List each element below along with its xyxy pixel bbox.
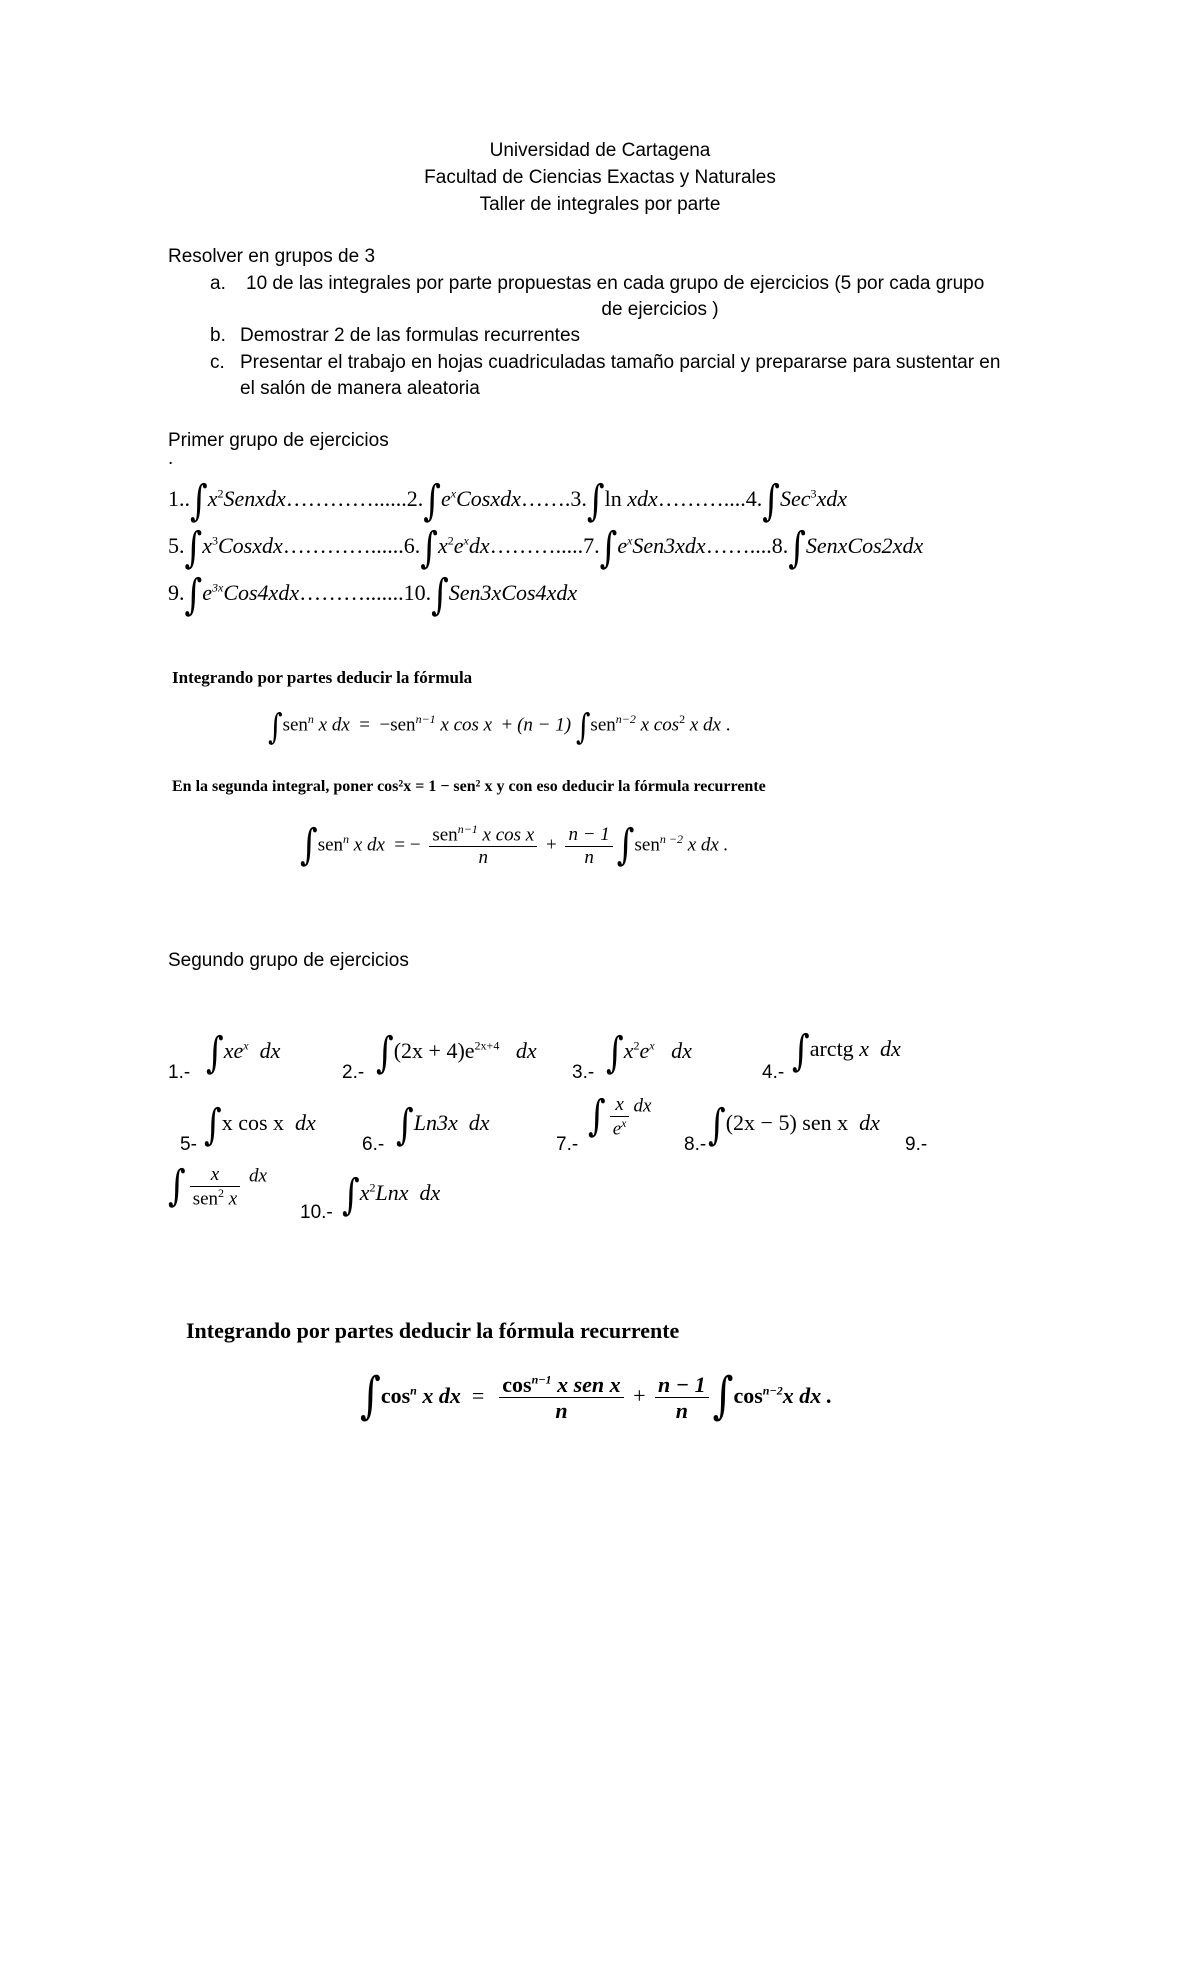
f2-num: cos	[502, 1372, 532, 1397]
g2-ex4-x: x	[859, 1036, 869, 1061]
f2-num2: n − 1	[655, 1372, 709, 1398]
g2-ex9-label: 9.-	[905, 1134, 928, 1155]
g2-ex9-num: x	[190, 1164, 241, 1187]
integral-sign-icon: ∫	[206, 1028, 224, 1078]
f1-plus: +	[501, 714, 513, 736]
rec-num-rest: x cos x	[477, 824, 535, 846]
rec-lhs-exp: n	[343, 832, 350, 847]
g2-ex2-label: 2.-	[342, 1062, 365, 1083]
g2-ex10-expr	[342, 1170, 441, 1220]
ex3-dots: ………....	[657, 486, 746, 511]
item-c-text: Presentar el trabajo en hojas cuadriculadas tamaño parcial y prepararse para sustentar en	[240, 352, 1001, 373]
integral-sign-icon: ∫	[204, 1100, 222, 1150]
ex1-expr: x	[207, 486, 218, 511]
g2-ex5-label: 5-	[180, 1134, 197, 1155]
rec-fraction-1	[429, 823, 537, 869]
ex2-exp: x	[450, 486, 457, 501]
formula2-heading: Integrando por partes deducir la fórmula recurrente	[186, 1318, 680, 1343]
item-a-text-cont: de ejercicios )	[601, 299, 719, 320]
f1-rhs1-exp: n−1	[415, 712, 436, 726]
instructions-intro: Resolver en grupos de 3	[168, 246, 376, 267]
g2-ex3-dx: dx	[671, 1038, 692, 1063]
f1-rhs1-rest: x cos x	[435, 714, 493, 736]
item-c-marker: c.	[210, 352, 225, 373]
g2-ex10-exp: 2	[369, 1180, 376, 1195]
g2-ex7-num: x	[610, 1094, 630, 1117]
integral-sign-icon: ∫	[586, 476, 605, 526]
rec-num-exp: n−1	[457, 822, 478, 836]
ex5-expr: x	[202, 533, 212, 558]
g2-ex7-den-exp: x	[621, 1115, 627, 1130]
g2-ex4-dx: dx	[879, 1036, 901, 1061]
ex4-number: 4.	[745, 486, 763, 511]
f2-fraction-2	[655, 1372, 709, 1424]
g2-ex10-dx: dx	[419, 1180, 441, 1205]
g2-ex2-body: (2x + 4)e	[393, 1038, 475, 1063]
ex9-expr-rest: Cos4xdx	[223, 580, 300, 605]
g2-ex7-den: e	[612, 1118, 622, 1140]
ex4-expr-rest: xdx	[816, 486, 848, 511]
g2-ex3-label: 3.-	[572, 1062, 595, 1083]
g2-ex9-fraction	[190, 1164, 241, 1210]
g2-ex3-expr	[606, 1028, 692, 1078]
ex7-expr: e	[617, 533, 628, 558]
ex6-expr-b: e	[453, 533, 464, 558]
f2-int: cos	[733, 1382, 763, 1408]
g2-ex3-exp: 2	[633, 1038, 640, 1053]
item-c-text-cont: el salón de manera aleatoria	[240, 378, 480, 399]
formula1-mid-text: En la segunda integral, poner cos²x = 1 − sen² x y con eso deducir la fórmula recurrente	[172, 778, 766, 795]
g2-ex9-den-x: x	[224, 1188, 238, 1210]
g2-ex7-dx: dx	[633, 1095, 652, 1117]
g2-ex9-den: sen	[192, 1188, 219, 1210]
f2-int-rest: x dx .	[782, 1382, 833, 1408]
g2-ex7-expr	[588, 1091, 652, 1142]
g2-ex5-body: x cos x	[221, 1110, 285, 1135]
f1-rhs3-rest: x cos	[635, 714, 680, 736]
g2-ex5-expr	[204, 1100, 316, 1150]
ex4-exp: 3	[810, 486, 817, 501]
f1-dot: .	[725, 714, 731, 736]
integral-sign-icon: ∫	[184, 570, 203, 620]
ex1-exp: 2	[217, 486, 224, 501]
f1-lhs-exp: n	[307, 712, 314, 726]
ex2-dots: …….	[520, 486, 571, 511]
integral-sign-icon: ∫	[342, 1170, 360, 1220]
integral-sign-icon: ∫	[599, 523, 618, 573]
g2-ex1-dx: dx	[259, 1038, 281, 1063]
ex3-expr-rest: xdx	[627, 486, 658, 511]
rec-num2: n − 1	[565, 824, 612, 847]
g2-ex6-body: Ln3x	[413, 1110, 458, 1135]
f1-rhs3-rest2: x dx	[685, 714, 721, 736]
integral-sign-icon: ∫	[268, 706, 283, 748]
item-a-marker: a.	[210, 273, 226, 294]
ex1-dots: …………......	[285, 486, 407, 511]
ex6-exp2: x	[463, 533, 469, 548]
formula1-heading: Integrando por partes deducir la fórmula	[172, 668, 473, 687]
g2-ex6-label: 6.-	[362, 1134, 385, 1155]
university-name: Universidad de Cartagena	[489, 140, 711, 161]
f1-rhs3: sen	[590, 714, 616, 736]
rec-int: sen	[634, 834, 660, 856]
formula1-recurrence	[300, 820, 729, 871]
integral-sign-icon: ∫	[396, 1100, 414, 1150]
g2-ex10-body2: Lnx	[375, 1180, 409, 1205]
g2-ex8-body: (2x − 5) sen x	[725, 1110, 849, 1135]
group1-dot: .	[168, 448, 174, 469]
ex9-expr: e	[202, 580, 212, 605]
g2-ex4-expr	[792, 1026, 901, 1076]
ex6-expr-c: dx	[468, 533, 490, 558]
g2-ex3-body2: e	[639, 1038, 650, 1063]
rec-lhs: sen	[317, 834, 344, 856]
ex7-exp: x	[627, 533, 633, 548]
integral-sign-icon: ∫	[360, 1367, 381, 1425]
rec-eq: =	[394, 834, 406, 856]
g2-ex6-expr	[396, 1100, 490, 1150]
g2-ex4-label: 4.-	[762, 1062, 785, 1083]
g2-ex7-label: 7.-	[556, 1134, 579, 1155]
g2-ex1-label: 1.-	[168, 1062, 191, 1083]
ex2-expr: e	[441, 486, 451, 511]
g2-ex8-expr	[708, 1100, 880, 1150]
f1-eq: =	[359, 714, 371, 736]
ex5-dots: …………......	[282, 533, 404, 558]
f2-eq: =	[471, 1382, 485, 1408]
integral-sign-icon: ∫	[168, 1161, 186, 1212]
f2-lhs-exp: n	[410, 1383, 417, 1398]
ex9-number: 9.	[168, 580, 185, 605]
integral-sign-icon: ∫	[712, 1367, 734, 1425]
group1-row3	[168, 570, 578, 620]
f2-int-exp: n−2	[762, 1383, 783, 1398]
g2-ex4-body: arctg	[809, 1036, 860, 1061]
g2-ex1-expr	[206, 1028, 281, 1078]
integral-sign-icon: ∫	[431, 570, 449, 620]
ex8-expr: SenxCos2xdx	[805, 533, 924, 558]
integral-sign-icon: ∫	[762, 476, 780, 526]
ex9-exp: 3x	[211, 580, 224, 595]
faculty-name: Facultad de Ciencias Exactas y Naturales	[424, 167, 776, 188]
ex8-number: 8.	[771, 533, 789, 558]
f2-den: n	[555, 1398, 568, 1424]
ex1-number: 1..	[168, 486, 190, 511]
integral-sign-icon: ∫	[300, 820, 318, 871]
item-b-text: Demostrar 2 de las formulas recurrentes	[240, 325, 581, 346]
ex5-exp: 3	[211, 533, 218, 548]
f2-num-rest: x sen x	[551, 1372, 621, 1397]
g2-ex9-dx: dx	[248, 1165, 267, 1187]
g2-ex10-body: x	[359, 1180, 370, 1205]
g2-ex6-dx: dx	[468, 1110, 490, 1135]
g2-ex1-body: xe	[223, 1038, 244, 1063]
g2-ex9-expr	[168, 1161, 267, 1212]
ex3-expr: ln	[604, 486, 628, 511]
formula1-expression	[268, 706, 731, 748]
integral-sign-icon: ∫	[792, 1026, 810, 1076]
ex10-number: 10.	[403, 580, 432, 605]
integral-sign-icon: ∫	[420, 523, 438, 573]
f2-plus: +	[633, 1382, 646, 1408]
rec-den: n	[478, 847, 489, 869]
g2-ex2-exp: 2x+4	[474, 1038, 500, 1053]
g2-ex2-dx: dx	[515, 1038, 537, 1063]
integral-sign-icon: ∫	[788, 523, 806, 573]
integral-sign-icon: ∫	[616, 820, 635, 871]
f1-rhs3-exp: n−2	[615, 712, 636, 726]
f1-lhs-rest: x dx	[313, 714, 350, 736]
ex9-dots: ……….......	[299, 580, 404, 605]
g2-ex2-expr	[376, 1028, 537, 1078]
ex1-expr-rest: Senxdx	[223, 486, 286, 511]
group1-title: Primer grupo de ejercicios	[168, 430, 389, 451]
g2-ex3-body: x	[623, 1038, 634, 1063]
f1-rhs1: −sen	[379, 714, 416, 736]
ex4-expr: Sec	[779, 486, 811, 511]
rec-plus: +	[546, 834, 557, 856]
g2-ex10-label: 10.-	[300, 1202, 333, 1223]
rec-fraction-2	[565, 824, 612, 869]
g2-ex3-exp2: x	[649, 1038, 655, 1053]
integral-sign-icon: ∫	[423, 476, 441, 526]
integral-sign-icon: ∫	[184, 523, 203, 573]
ex10-expr: Sen3xCos4xdx	[448, 580, 578, 605]
f2-num-exp: n−1	[531, 1372, 552, 1387]
ex5-number: 5.	[168, 533, 185, 558]
ex6-number: 6.	[403, 533, 421, 558]
rec-int-rest: x dx .	[682, 834, 729, 856]
group1-row2	[168, 523, 924, 573]
f1-rhs3-exp2: 2	[679, 712, 686, 726]
ex7-dots: ……....	[705, 533, 772, 558]
g2-ex9-den-exp: 2	[218, 1185, 225, 1200]
integral-sign-icon: ∫	[588, 1091, 606, 1142]
ex2-expr-rest: Cosxdx	[456, 486, 521, 511]
ex3-number: 3.	[570, 486, 587, 511]
workshop-title: Taller de integrales por parte	[479, 194, 721, 215]
integral-sign-icon: ∫	[606, 1028, 624, 1078]
group1-row1	[168, 476, 848, 526]
rec-den2: n	[584, 846, 594, 868]
ex2-number: 2.	[406, 486, 424, 511]
integral-sign-icon: ∫	[575, 706, 591, 748]
item-a-text: 10 de las integrales por parte propuestas en cada grupo de ejercicios (5 por cada grupo	[246, 273, 985, 294]
formula2-expression	[360, 1367, 833, 1425]
integral-sign-icon: ∫	[376, 1028, 394, 1078]
ex5-expr-rest: Cosxdx	[217, 533, 283, 558]
integral-sign-icon: ∫	[708, 1100, 726, 1150]
group2-title: Segundo grupo de ejercicios	[168, 950, 409, 971]
rec-lhs-rest: x dx	[349, 834, 385, 856]
f2-den2: n	[675, 1398, 688, 1424]
rec-num: sen	[432, 824, 458, 846]
f1-lhs: sen	[282, 714, 308, 736]
ex7-number: 7.	[583, 533, 600, 558]
g2-ex8-dx: dx	[859, 1110, 880, 1135]
g2-ex8-label: 8.-	[684, 1134, 707, 1155]
f1-rhs2: (n − 1)	[517, 714, 572, 736]
ex7-expr-rest: Sen3xdx	[632, 533, 706, 558]
f2-lhs-rest: x dx	[416, 1382, 461, 1408]
g2-ex5-dx: dx	[295, 1110, 316, 1135]
integral-sign-icon: ∫	[190, 476, 208, 526]
item-b-marker: b.	[210, 325, 226, 346]
rec-minus: −	[409, 834, 421, 856]
ex6-exp: 2	[447, 533, 454, 548]
rec-int-exp: n −2	[659, 832, 683, 847]
g2-ex7-fraction	[610, 1094, 630, 1140]
f2-lhs: cos	[380, 1382, 411, 1408]
f2-fraction-1	[499, 1372, 623, 1424]
ex6-dots: ……….....	[489, 533, 584, 558]
ex6-expr: x	[437, 533, 448, 558]
g2-ex1-exp: x	[243, 1038, 249, 1053]
